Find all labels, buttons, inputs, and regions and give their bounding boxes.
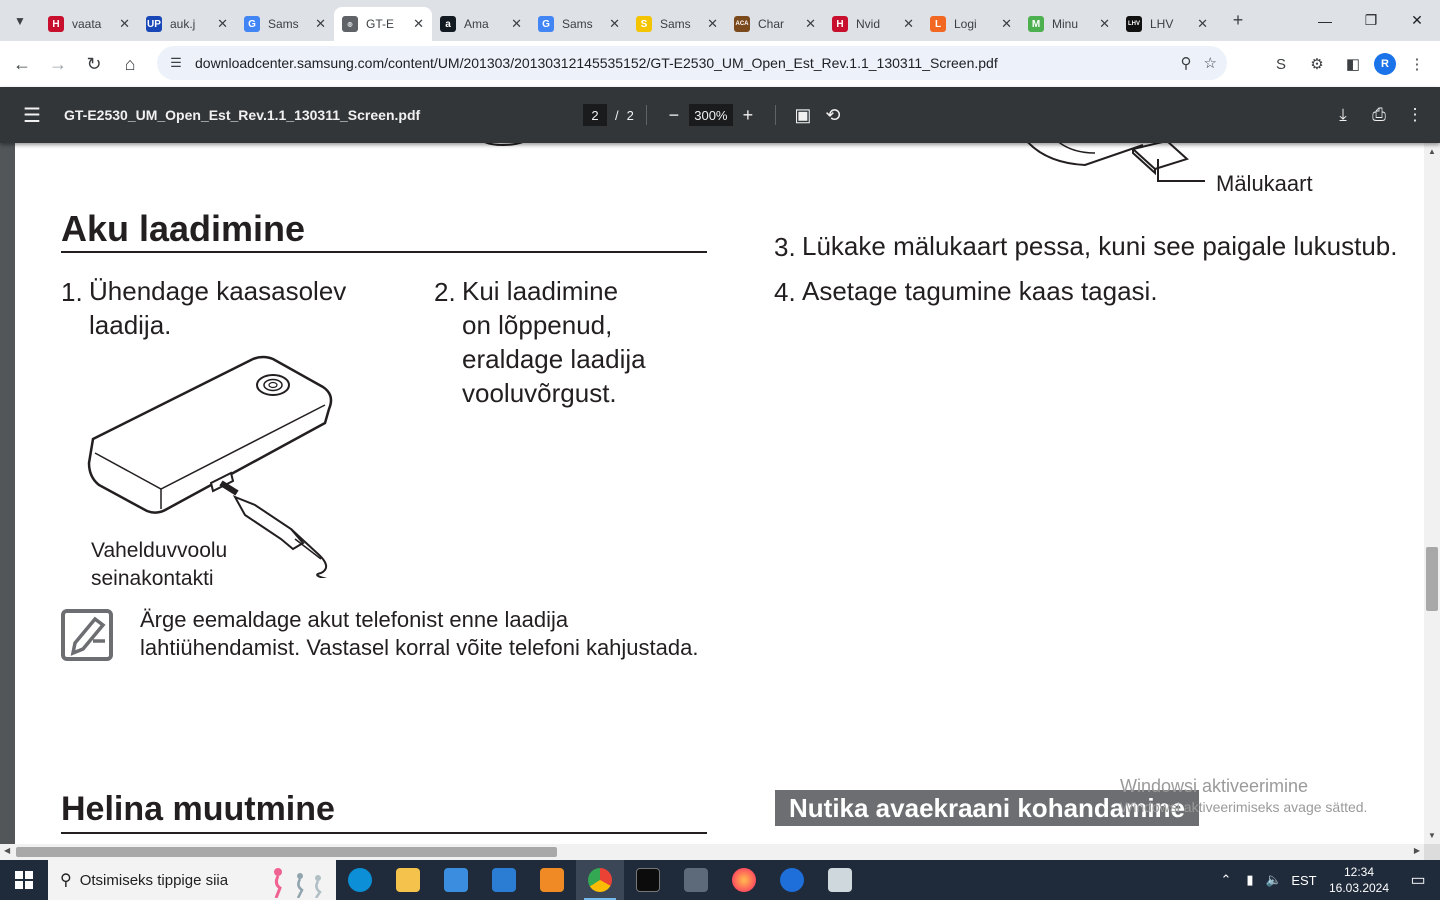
- clock-time: 12:34: [1343, 865, 1375, 879]
- scrollbar-corner: [1424, 844, 1440, 860]
- windows-logo-icon: [15, 871, 33, 889]
- step-1-line: Ühendage kaasasolev: [89, 276, 347, 306]
- section-heading-nutika: Nutika avaekraani kohandamine: [775, 790, 1199, 826]
- language-indicator[interactable]: EST: [1291, 872, 1317, 888]
- forward-button[interactable]: [40, 46, 76, 82]
- browser-tab[interactable]: [1118, 7, 1216, 41]
- socket-label-line: seinakontakti: [91, 567, 214, 590]
- tab-search-button[interactable]: [6, 7, 34, 35]
- tab-favicon-icon: M: [1028, 16, 1044, 32]
- divider: [775, 105, 776, 125]
- heading-rule: [61, 832, 707, 834]
- vertical-scrollbar[interactable]: [1424, 143, 1440, 844]
- phone-illustration-fragment: [455, 143, 555, 149]
- terminal-icon: [636, 868, 660, 892]
- search-icon: ⚲: [60, 872, 72, 889]
- step-3-text: Lükake mälukaart pessa, kuni see paigale lukustub.: [802, 231, 1398, 261]
- tab-favicon-icon: H: [48, 16, 64, 32]
- tab-close-icon[interactable]: ✕: [609, 16, 620, 31]
- pdf-filename: GT-E2530_UM_Open_Est_Rev.1.1_130311_Screen.pdf: [64, 107, 421, 123]
- tab-close-icon[interactable]: ✕: [413, 16, 424, 31]
- home-icon: ⌂: [124, 53, 136, 74]
- tab-favicon-icon: H: [832, 16, 848, 32]
- taskbar-chrome[interactable]: [576, 860, 624, 900]
- memory-card-illustration: [1015, 143, 1205, 189]
- page-number-input[interactable]: 2: [583, 104, 607, 126]
- tab-title: Logi: [954, 17, 977, 31]
- taskbar-firefox[interactable]: [720, 860, 768, 900]
- clock[interactable]: [1322, 864, 1396, 896]
- chrome-icon: [588, 868, 612, 892]
- socket-label: [91, 537, 227, 593]
- step-1-line: laadija.: [89, 310, 172, 340]
- taskbar-store[interactable]: [432, 860, 480, 900]
- tab-favicon-icon: S: [636, 16, 652, 32]
- firefox-icon: [732, 868, 756, 892]
- rotate-icon[interactable]: ⟲: [825, 104, 841, 125]
- page-total: 2: [626, 107, 634, 123]
- warning-text: [140, 606, 698, 662]
- page-separator: /: [615, 107, 619, 123]
- tab-close-icon[interactable]: ✕: [315, 16, 326, 31]
- tab-close-icon[interactable]: ✕: [217, 16, 228, 31]
- zoom-icon[interactable]: ⚲: [1180, 55, 1192, 72]
- store-icon: [444, 868, 468, 892]
- taskbar-edge[interactable]: [336, 860, 384, 900]
- scroll-down-icon[interactable]: ▼: [1428, 831, 1436, 840]
- tab-favicon-icon: LHV: [1126, 16, 1142, 32]
- memory-card-label: Mälukaart: [1216, 171, 1313, 196]
- system-tray: [1214, 860, 1440, 900]
- zoom-in-button[interactable]: +: [742, 104, 754, 125]
- reload-icon: ↻: [86, 53, 102, 74]
- pdf-page: [15, 143, 1424, 750]
- scroll-right-icon[interactable]: ▶: [1413, 846, 1420, 855]
- media-player-icon: [540, 868, 564, 892]
- tab-strip: [0, 0, 1440, 41]
- tab-title: Sams: [562, 17, 593, 31]
- horizontal-scroll-thumb[interactable]: [16, 847, 557, 857]
- tab-list: [40, 0, 1216, 41]
- step-2-line: Kui laadimine: [462, 276, 619, 306]
- flamingo-highlight-icon: [264, 864, 330, 898]
- heading-rule: [61, 251, 707, 253]
- clock-date: 16.03.2024: [1328, 881, 1390, 895]
- browser-tab[interactable]: [138, 7, 236, 41]
- step-3-number: 3.: [774, 232, 796, 262]
- taskbar-search-box[interactable]: [48, 860, 336, 900]
- pdf-menu-button[interactable]: [0, 103, 64, 128]
- minimize-button[interactable]: —: [1318, 12, 1332, 29]
- browser-tab[interactable]: [1020, 7, 1118, 41]
- watermark-subtitle: Windowsi aktiveerimiseks avage sätted.: [1120, 799, 1368, 815]
- taskbar-terminal[interactable]: [624, 860, 672, 900]
- pencil-icon: [65, 613, 109, 657]
- taskbar-remote-desktop[interactable]: [816, 860, 864, 900]
- search-placeholder: Otsimiseks tippige siia: [79, 871, 229, 889]
- chevron-down-icon: ▼: [14, 13, 26, 28]
- pdf-toolbar: [0, 87, 1440, 143]
- plus-icon: +: [1232, 10, 1244, 30]
- url-text[interactable]: downloadcenter.samsung.com/content/UM/201303/20130312145535152/GT-E2530_UM_Open_Est_Rev.1.1_130311_Screen.pdf: [195, 55, 998, 71]
- back-button[interactable]: [4, 46, 40, 82]
- arrow-left-icon: ←: [13, 53, 31, 74]
- tab-title: Sams: [268, 17, 299, 31]
- tab-favicon-icon: ACA: [734, 16, 750, 32]
- vertical-scroll-thumb[interactable]: [1426, 547, 1438, 611]
- more-menu-icon[interactable]: ⋮: [1409, 56, 1425, 73]
- scroll-left-icon[interactable]: ◀: [4, 846, 11, 855]
- reload-button[interactable]: [76, 46, 112, 82]
- taskbar-mail[interactable]: [480, 860, 528, 900]
- browser-tab[interactable]: [530, 7, 628, 41]
- taskbar-media[interactable]: [528, 860, 576, 900]
- browser-tab[interactable]: [628, 7, 726, 41]
- tab-title: Sams: [660, 17, 691, 31]
- tab-favicon-icon: G: [244, 16, 260, 32]
- tab-close-icon[interactable]: ✕: [511, 16, 522, 31]
- maximize-button[interactable]: ❐: [1364, 12, 1378, 28]
- step-2-number: 2.: [434, 277, 456, 307]
- tab-close-icon[interactable]: ✕: [707, 16, 718, 31]
- tab-favicon-icon: UP: [146, 16, 162, 32]
- step-1-number: 1.: [61, 277, 83, 307]
- zoom-input[interactable]: 300%: [689, 104, 733, 126]
- battery-icon[interactable]: ▮: [1246, 872, 1254, 887]
- tab-title: vaata: [72, 17, 102, 31]
- divider: [646, 105, 647, 125]
- remote-desktop-icon: [828, 868, 852, 892]
- browser-tab[interactable]: [432, 7, 530, 41]
- warning-line: Ärge eemaldage akut telefonist enne laadija: [140, 607, 569, 632]
- download-icon[interactable]: ⤓: [1339, 105, 1347, 124]
- globe-icon: [780, 868, 804, 892]
- tab-close-icon[interactable]: ✕: [805, 16, 816, 31]
- section-heading-aku: Aku laadimine: [61, 208, 306, 249]
- section-heading-helina: Helina muutmine: [61, 790, 335, 828]
- tab-close-icon[interactable]: ✕: [1001, 16, 1012, 31]
- tab-title: auk.j: [170, 17, 196, 31]
- pdf-viewport[interactable]: [0, 143, 1424, 844]
- bookmark-star-icon[interactable]: ☆: [1203, 55, 1217, 72]
- tab-title: Minu: [1052, 17, 1079, 31]
- windows-activation-watermark: [1120, 776, 1367, 815]
- step-2-text: [462, 274, 646, 410]
- browser-tab[interactable]: [40, 7, 138, 41]
- socket-label-line: Vahelduvvoolu: [91, 539, 228, 562]
- tab-close-icon[interactable]: ✕: [1099, 16, 1110, 31]
- horizontal-scrollbar[interactable]: [0, 844, 1424, 860]
- tab-title: Nvid: [856, 17, 881, 31]
- browser-tab[interactable]: [824, 7, 922, 41]
- calculator-icon: [684, 868, 708, 892]
- tab-close-icon[interactable]: ✕: [119, 16, 130, 31]
- watermark-title: Windowsi aktiveerimine: [1120, 776, 1309, 796]
- browser-tab[interactable]: [726, 7, 824, 41]
- step-2-line: eraldage laadija: [462, 344, 646, 374]
- tab-title: Char: [758, 17, 785, 31]
- tab-favicon-icon: a: [440, 16, 456, 32]
- home-button[interactable]: [112, 46, 148, 82]
- taskbar-app-blue[interactable]: [768, 860, 816, 900]
- tab-close-icon[interactable]: ✕: [903, 16, 914, 31]
- tab-favicon-icon: L: [930, 16, 946, 32]
- chevron-up-icon[interactable]: ⌃: [1220, 872, 1232, 887]
- close-window-button[interactable]: ✕: [1411, 12, 1423, 28]
- site-info-icon[interactable]: ☰: [170, 55, 182, 70]
- tab-favicon-icon: ◎: [342, 16, 358, 32]
- pdf-more-icon[interactable]: ⋮: [1406, 105, 1424, 124]
- address-bar[interactable]: [157, 46, 1227, 80]
- scroll-up-icon[interactable]: ▲: [1428, 147, 1436, 156]
- folder-icon: [396, 868, 420, 892]
- tab-close-icon[interactable]: ✕: [1197, 16, 1208, 31]
- profile-avatar[interactable]: R: [1374, 53, 1396, 75]
- warning-line: lahtiühendamist. Vastasel korral võite telefoni kahjustada.: [140, 635, 699, 660]
- browser-tab[interactable]: [236, 7, 334, 41]
- step-4-number: 4.: [774, 277, 796, 307]
- windows-taskbar: [0, 860, 1440, 900]
- taskbar-calculator[interactable]: [672, 860, 720, 900]
- tab-title: Ama: [464, 17, 489, 31]
- edge-icon: [348, 868, 372, 892]
- skype-extension-icon[interactable]: S: [1275, 55, 1286, 73]
- browser-tab[interactable]: [334, 7, 432, 41]
- speaker-icon[interactable]: 🔈: [1265, 872, 1283, 887]
- hamburger-icon: ☰: [23, 104, 41, 127]
- tab-favicon-icon: G: [538, 16, 554, 32]
- fit-page-icon[interactable]: ▣: [794, 104, 812, 125]
- window-controls: [1302, 0, 1440, 41]
- browser-toolbar: [0, 41, 1440, 87]
- print-icon[interactable]: ⎙: [1372, 105, 1386, 124]
- extensions-icon[interactable]: ⚙: [1310, 56, 1324, 73]
- arrow-right-icon: →: [49, 53, 67, 74]
- tab-title: LHV: [1150, 17, 1174, 31]
- new-tab-button[interactable]: [1224, 7, 1252, 35]
- mail-icon: [492, 868, 516, 892]
- step-2-line: vooluvõrgust.: [462, 378, 617, 408]
- tab-title: GT-E: [366, 17, 395, 31]
- side-panel-icon[interactable]: ◧: [1345, 56, 1361, 73]
- step-1-text: [89, 274, 346, 342]
- note-pencil-icon: [61, 609, 113, 661]
- zoom-out-button[interactable]: −: [668, 104, 680, 125]
- browser-tab[interactable]: [922, 7, 1020, 41]
- start-button[interactable]: [0, 860, 48, 900]
- step-2-line: on lõppenud,: [462, 310, 613, 340]
- taskbar-file-explorer[interactable]: [384, 860, 432, 900]
- step-4-text: Asetage tagumine kaas tagasi.: [802, 276, 1158, 306]
- notification-icon[interactable]: ▭: [1410, 872, 1426, 889]
